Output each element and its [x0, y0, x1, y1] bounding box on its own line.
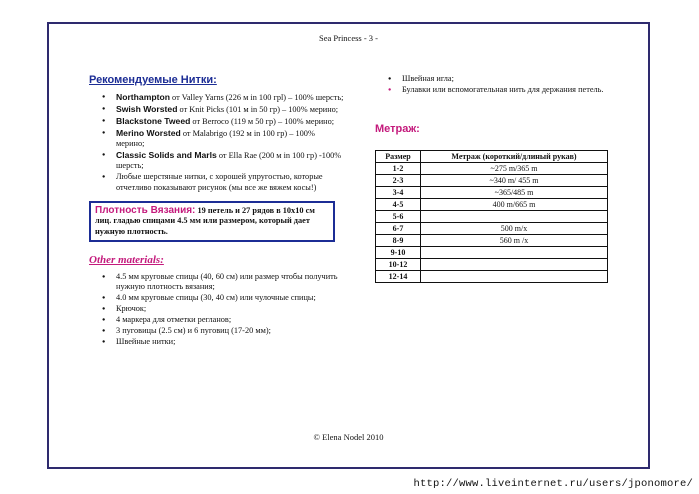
- table-row: 6-7 500 m/x: [376, 223, 608, 235]
- yarns-title: Рекомендуемые Нитки:: [89, 74, 217, 86]
- page-frame: [47, 22, 650, 469]
- gauge-text: 19 петель и 27 рядов в 10x10 см лиц. гладью спицами 4.5 мм или размером, который дает нужную плотность.: [95, 206, 315, 236]
- col-length-header: Метраж (короткий/длиный рукав): [421, 151, 608, 163]
- list-item: ● 4 маркера для отметки регланов;: [89, 315, 344, 325]
- list-item: ● Swish Worsted от Knit Picks (101 м in 50 гр) – 100% мерино;: [89, 104, 344, 115]
- other-materials: [89, 254, 344, 347]
- table-row: 10-12: [376, 259, 608, 271]
- page-header: Sea Princess - 3 -: [318, 33, 378, 43]
- list-item: ● Merino Worsted от Malabrigo (192 м in 100 гр) – 100% мерино;: [89, 128, 344, 150]
- right-column: [375, 74, 615, 283]
- col-size-header: Размер: [376, 151, 421, 163]
- list-item: ● 4.5 мм круговые спицы (40, 60 см) или размер чтобы получить нужную плотность вязания;: [89, 272, 344, 293]
- yarns-list: [89, 92, 344, 193]
- list-item: ● Швейная игла;: [375, 74, 615, 84]
- list-item: ● 3 пуговицы (2.5 см) и 6 пуговиц (17-20 мм);: [89, 326, 344, 336]
- table-row: 3-4 ~365/485 m: [376, 187, 608, 199]
- list-item: ● 4.0 мм круговые спицы (30, 40 см) или чулочные спицы;: [89, 293, 344, 303]
- list-item: ● Швейные нитки;: [89, 337, 344, 347]
- other-list: [89, 272, 344, 347]
- yardage-table: [375, 150, 608, 283]
- table-row: 9-10: [376, 247, 608, 259]
- left-column: [89, 74, 344, 348]
- yardage-title: Метраж:: [375, 123, 420, 136]
- table-row: 4-5 400 m/665 m: [376, 199, 608, 211]
- gauge-title: Плотность Вязания:: [95, 205, 196, 217]
- table-row: 5-6: [376, 211, 608, 223]
- source-url: http://www.liveinternet.ru/users/jponomore/: [413, 478, 693, 490]
- list-item: ● Blackstone Tweed от Berroco (119 м 50 гр) – 100% мерино;: [89, 116, 344, 127]
- table-row: 2-3 ~340 m/ 455 m: [376, 175, 608, 187]
- list-item: ● Булавки или вспомогательная нить для держания петель.: [375, 85, 615, 95]
- list-item: ● Крючок;: [89, 304, 344, 314]
- list-item: ● Любые шерстяные нитки, с хорошей упругостью, которые отчетливо показывают рисунок (мы все же вяжем косы!): [89, 172, 344, 193]
- table-row: 12-14: [376, 271, 608, 283]
- list-item: ● Classic Solids and Marls от Ella Rae (200 м in 100 гр) -100% шерсть;: [89, 150, 344, 172]
- list-item: ● Northampton от Valley Yarns (226 м in 100 грl) – 100% шерсть;: [89, 92, 344, 103]
- gauge-box: [89, 201, 335, 242]
- other-title: Other materials:: [89, 253, 164, 266]
- table-header-row: [376, 151, 608, 163]
- right-list: [375, 74, 615, 95]
- table-row: 8-9 560 m /x: [376, 235, 608, 247]
- table-row: 1-2 ~275 m/365 m: [376, 163, 608, 175]
- page-footer: © Elena Nodel 2010: [313, 432, 384, 442]
